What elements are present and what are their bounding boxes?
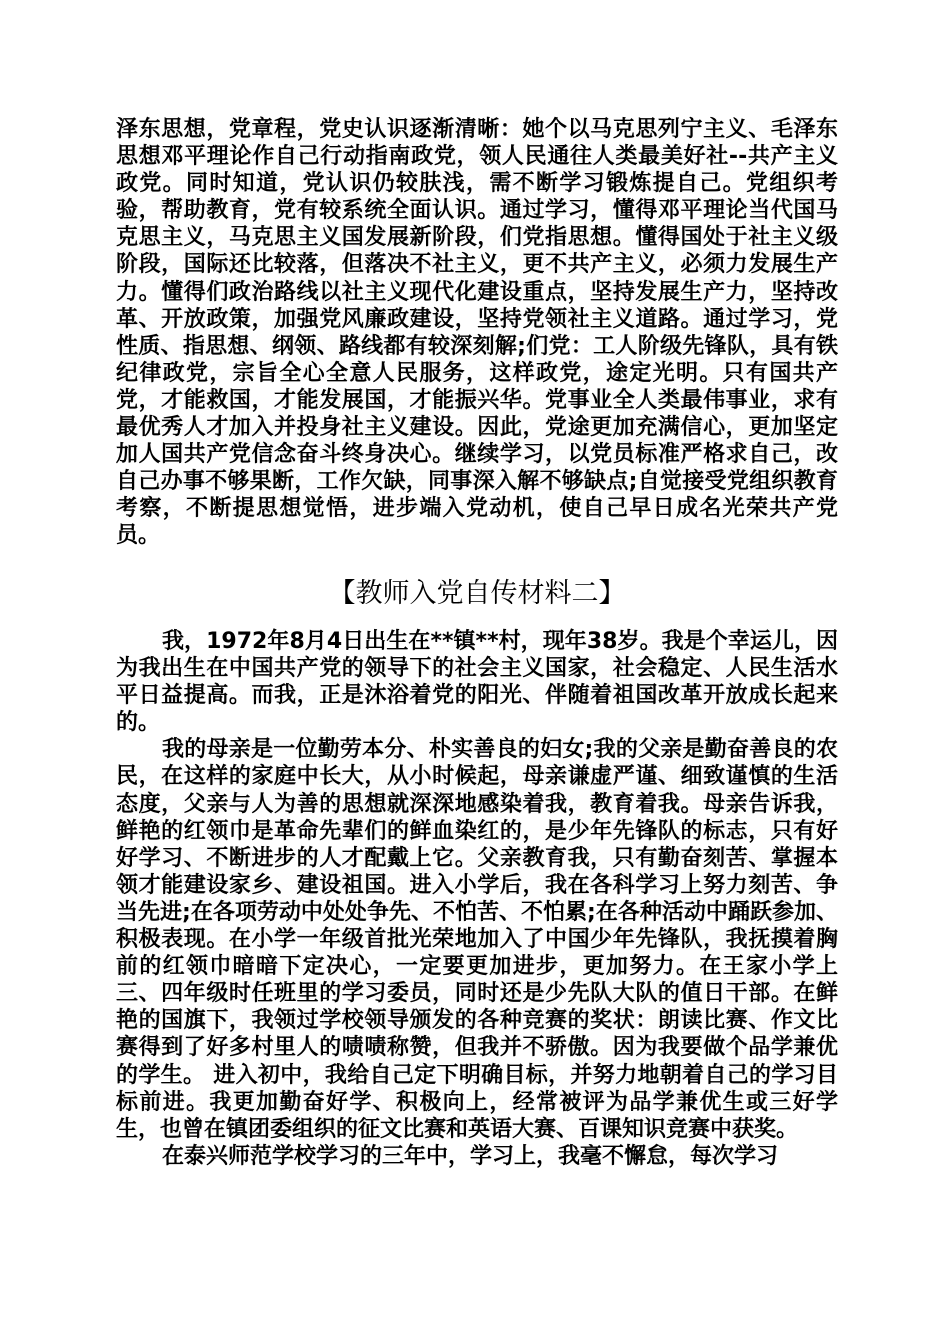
paragraph-childhood: 我的母亲是一位勤劳本分、朴实善良的妇女;我的父亲是勤奋善良的农民，在这样的家庭中长大，从小时候起，母亲谦虚严谨、细致谨慎的生活态度，父亲与人为善的思想就深深地感染着我，教育着我。母亲告诉我，鲜艳的红领巾是革命先辈们的鲜血染红的，是少年先锋队的标志，只有好好学习、不断进步的人才配戴上它。父亲教育我，只有勤奋刻苦、掌握本领才能建设家乡、建设祖国。进入小学后，我在各科学习上努力刻苦、争当先进;在各项劳动中处处争先、不怕苦、不怕累;在各种活动中踊跃参加、积极表现。在小学一年级首批光荣地加入了中国少年先锋队，我抚摸着胸前的红领巾暗暗下定决心，一定要更加进步，更加努力。在王家小学上三、四年级时任班里的学习委员，同时还是少先队大队的值日干部。在鲜艳的国旗下，我领过学校领导颁发的各种竞赛的奖状：朗读比赛、作文比赛得到了好多村里人的啧啧称赞，但我并不骄傲。因为我要做个品学兼优的学生。 进入初中，我给自己定下明确目标，并努力地朝着自己的学习目标前进。我更加勤奋好学、积极向上，经常被评为品学兼优生或三好学生，也曾在镇团委组织的征文比赛和英语大赛、百课知识竞赛中获奖。 <box>116 737 838 1142</box>
autobiography-text-block <box>116 628 838 1170</box>
paragraph-normal-school: 在泰兴师范学校学习的三年中，学习上，我毫不懈怠，每次学习 <box>162 1143 779 1169</box>
section-title: 【教师入党自传材料二】 <box>328 578 626 609</box>
opening-text-block <box>116 116 838 550</box>
opening-paragraph: 泽东思想，党章程，党史认识逐渐清晰：她个以马克思列宁主义、毛泽东思想邓平理论作自己行动指南政党，领人民通往人类最美好社--共产主义政党。同时知道，党认识仍较肤浅，需不断学习锻炼提自己。党组织考验，帮助教育，党有较系统全面认识。通过学习，懂得邓平理论当代国马克思主义，马克思主义国发展新阶段，们党指思想。懂得国处于社主义级阶段，国际还比较落，但落决不社主义，更不共产主义，必须力发展生产力。懂得们政治路线以社主义现代化建设重点，坚持发展生产力，坚持改革、开放政策，加强党风廉政建设，坚持党领社主义道路。通过学习，党性质、指思想、纲领、路线都有较深刻解;们党：工人阶级先锋队，具有铁纪律政党，宗旨全心全意人民服务，这样政党，途定光明。只有国共产党，才能救国，才能发展国，才能振兴华。党事业全人类最伟事业，求有最优秀人才加入并投身社主义建设。因此，党途更加充满信心，更加坚定加人国共产党信念奋斗终身决心。继续学习，以党员标准严格求自己，改自己办事不够果断，工作欠缺，同事深入解不够缺点;自觉接受党组织教育考察，不断提思想觉悟，进步端入党动机，使自己早日成名光荣共产党员。 <box>116 117 838 549</box>
paragraph-birth: 我，1972年8月4日出生在**镇**村，现年38岁。我是个幸运儿，因为我出生在中国共产党的领导下的社会主义国家，社会稳定、人民生活水平日益提高。而我，正是沐浴着党的阳光、伴随着祖国改革开放成长起来的。 <box>116 629 838 736</box>
